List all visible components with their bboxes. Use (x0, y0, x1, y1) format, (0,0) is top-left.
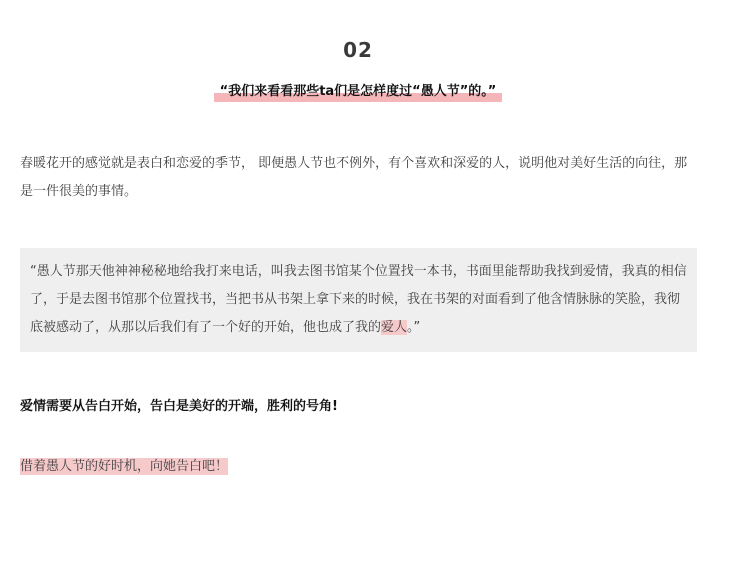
section-subtitle: “我们来看看那些ta们是怎样度过“愚人节”的。” (214, 82, 503, 102)
closing-line (20, 456, 228, 478)
subtitle-container (0, 80, 716, 102)
section-number: 02 (343, 38, 373, 62)
tagline-bold: 爱情需要从告白开始，告白是美好的开端，胜利的号角! (20, 399, 338, 414)
quote-highlight: 爱人 (381, 320, 408, 335)
quote-text-after: 。” (407, 320, 421, 335)
intro-paragraph: 春暖花开的感觉就是表白和恋爱的季节， 即便愚人节也不例外，有个喜欢和深爱的人，说明他对美好生活的向往，那是一件很美的事情。 (20, 156, 688, 199)
quote-paragraph (30, 258, 687, 342)
closing-highlight: 借着愚人节的好时机，向她告白吧！ (20, 459, 229, 474)
quote-text-before: “愚人节那天他神神秘秘地给我打来电话，叫我去图书馆某个位置找一本书，书面里能帮助我找到爱情，我真的相信了，于是去图书馆那个位置找书，当把书从书架上拿下来的时候，我在书架的对面看到了他含情脉脉的笑脸，我彻底被感动了，从那以后我们有了一个好的开始，他也成了我的 (30, 264, 687, 335)
quote-block (20, 248, 697, 352)
